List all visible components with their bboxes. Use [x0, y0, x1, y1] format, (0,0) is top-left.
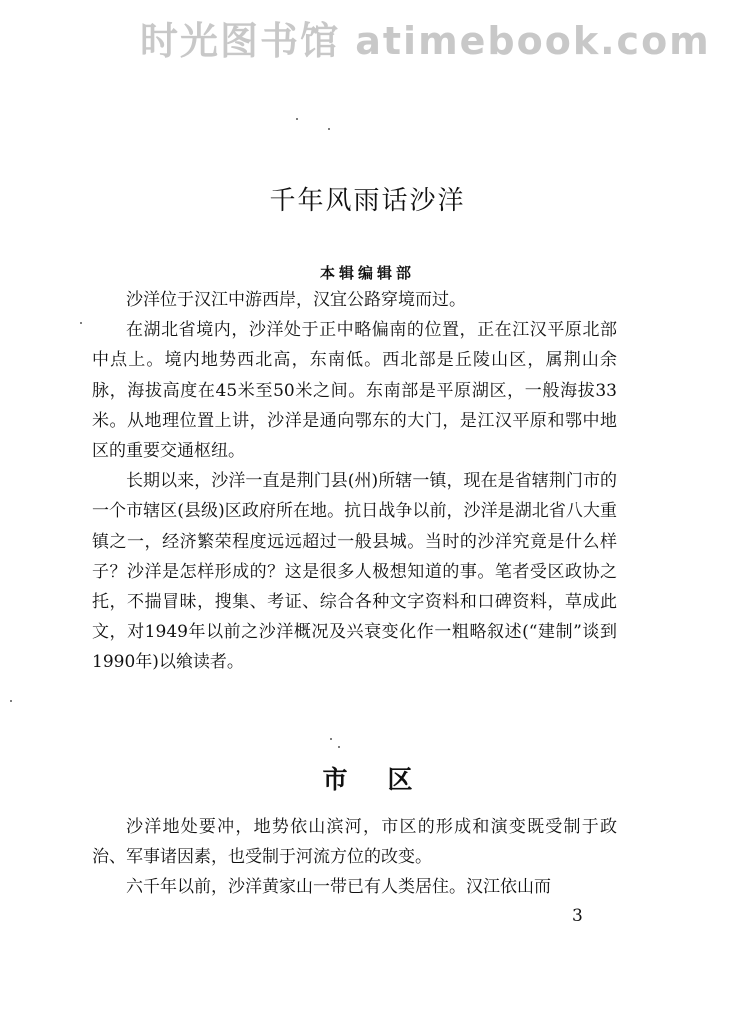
scan-speck [338, 746, 340, 748]
intro-paragraph: 长期以来，沙洋一直是荆门县(州)所辖一镇，现在是省辖荆门市的一个市辖区(县级)区政府所在地。抗日战争以前，沙洋是湖北省八大重镇之一，经济繁荣程度远远超过一般县城。当时的沙洋究竟是什么样子？沙洋是怎样形成的？这是很多人极想知道的事。笔者受区政协之托，不揣冒昧，搜集、考证、综合各种文字资料和口碑资料，草成此文，对1949年以前之沙洋概况及兴衰变化作一粗略叙述(“建制”谈到1990年)以飨读者。 [92, 471, 617, 673]
intro-paragraph: 在湖北省境内，沙洋处于正中略偏南的位置，正在江汉平原北部中点上。境内地势西北高，东南低。西北部是丘陵山区，属荆山余脉，海拔高度在45米至50米之间。东南部是平原湖区，一般海拔33米。从地理位置上讲，沙洋是通向鄂东的大门，是江汉平原和鄂中地区的重要交通枢纽。 [92, 320, 617, 462]
article-title: 千年风雨话沙洋 [269, 186, 466, 216]
page-number: 3 [572, 906, 583, 926]
article-author: 本辑编辑部 [319, 264, 415, 282]
intro-text [92, 285, 617, 678]
watermark: 时光图书馆 atimebook.com [140, 19, 711, 63]
section-heading: 市区 [322, 765, 453, 794]
section-text [92, 812, 617, 903]
scan-speck [330, 738, 332, 740]
scan-speck [10, 700, 12, 702]
scan-speck [80, 322, 82, 324]
section-paragraph: 沙洋地处要冲，地势依山滨河，市区的形成和演变既受制于政治、军事诸因素，也受制于河流方位的改变。 [92, 817, 617, 868]
section-paragraph: 六千年以前，沙洋黄家山一带已有人类居住。汉江依山而 [126, 877, 551, 898]
scan-speck [296, 118, 298, 120]
scan-speck [328, 128, 330, 130]
intro-paragraph: 沙洋位于汉江中游西岸，汉宜公路穿境而过。 [126, 290, 466, 310]
